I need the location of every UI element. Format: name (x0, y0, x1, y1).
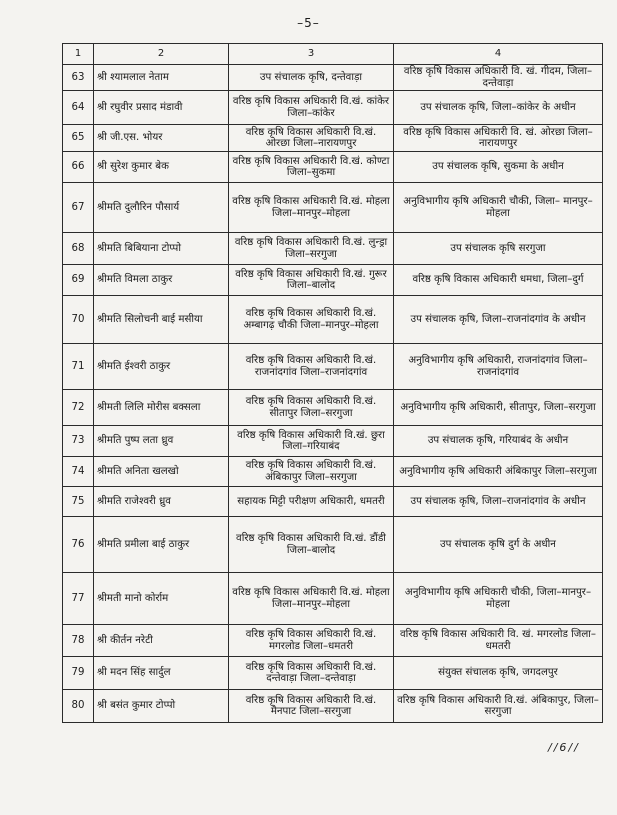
new-posting: अनुविभागीय कृषि अधिकारी, राजनांदगांव जिला–राजनांदगांव (394, 344, 603, 390)
new-posting: अनुविभागीय कृषि अधिकारी चौकी, जिला–मानपुर–मोहला (394, 573, 603, 625)
current-posting: वरिष्ठ कृषि विकास अधिकारी वि.खं. मैनपाट जिला–सरगुजा (229, 690, 394, 723)
serial-number: 78 (63, 625, 94, 657)
officer-name: श्रीमति ईश्वरी ठाकुर (94, 344, 229, 390)
officer-name: श्रीमति सिलोचनी बाई मसीया (94, 296, 229, 344)
new-posting: उप संचालक कृषि, गरियाबंद के अधीन (394, 426, 603, 457)
table-row (63, 91, 603, 125)
new-posting: वरिष्ठ कृषि विकास अधिकारी वि.खं. अंबिकापुर, जिला–सरगुजा (394, 690, 603, 723)
serial-number: 80 (63, 690, 94, 723)
serial-number: 70 (63, 296, 94, 344)
serial-number: 67 (63, 183, 94, 233)
officer-name: श्रीमती मानो कोर्राम (94, 573, 229, 625)
officer-name: श्रीमति पुष्प लता ध्रुव (94, 426, 229, 457)
new-posting: वरिष्ठ कृषि विकास अधिकारी धमधा, जिला–दुर्ग (394, 265, 603, 296)
table-row (63, 426, 603, 457)
current-posting: वरिष्ठ कृषि विकास अधिकारी वि.खं. कोण्टा जिला–सुकमा (229, 152, 394, 183)
serial-number: 68 (63, 233, 94, 265)
table-row (63, 344, 603, 390)
officer-name: श्री रघुवीर प्रसाद मंडावी (94, 91, 229, 125)
officer-name: श्री मदन सिंह सार्दुल (94, 657, 229, 690)
current-posting: वरिष्ठ कृषि विकास अधिकारी वि.खं. अंबिकापुर जिला–सरगुजा (229, 457, 394, 487)
column-header-new-post: 4 (394, 44, 603, 65)
table-row (63, 296, 603, 344)
current-posting: उप संचालक कृषि, दन्तेवाड़ा (229, 65, 394, 91)
serial-number: 66 (63, 152, 94, 183)
current-posting: वरिष्ठ कृषि विकास अधिकारी वि.खं. दन्तेवाड़ा जिला–दन्तेवाड़ा (229, 657, 394, 690)
table-row (63, 487, 603, 517)
officer-name: श्री श्यामलाल नेताम (94, 65, 229, 91)
new-posting: उप संचालक कृषि, सुकमा के अधीन (394, 152, 603, 183)
table-header-row (63, 44, 603, 65)
officer-name: श्रीमति प्रमीला बाई ठाकुर (94, 517, 229, 573)
current-posting: वरिष्ठ कृषि विकास अधिकारी वि.खं. मोहला जिला–मानपुर–मोहला (229, 183, 394, 233)
table-row (63, 125, 603, 152)
officer-name: श्रीमति विमला ठाकुर (94, 265, 229, 296)
table-row (63, 457, 603, 487)
officer-name: श्रीमति दुलौरिन पौसार्य (94, 183, 229, 233)
current-posting: वरिष्ठ कृषि विकास अधिकारी वि.खं. लुन्ड्रा जिला–सरगुजा (229, 233, 394, 265)
officer-name: श्रीमति बिबियाना टोप्पो (94, 233, 229, 265)
serial-number: 74 (63, 457, 94, 487)
officer-name: श्रीमति राजेश्वरी ध्रुव (94, 487, 229, 517)
new-posting: उप संचालक कृषि दुर्ग के अधीन (394, 517, 603, 573)
current-posting: वरिष्ठ कृषि विकास अधिकारी वि.खं. छुरा जिला–गरियाबंद (229, 426, 394, 457)
page-number: –5– (297, 16, 320, 30)
table-row (63, 657, 603, 690)
current-posting: वरिष्ठ कृषि विकास अधिकारी वि.खं. मगरलोड जिला–धमतरी (229, 625, 394, 657)
current-posting: वरिष्ठ कृषि विकास अधिकारी वि.खं. गुरूर जिला–बालोद (229, 265, 394, 296)
table-row (63, 65, 603, 91)
serial-number: 71 (63, 344, 94, 390)
current-posting: वरिष्ठ कृषि विकास अधिकारी वि.खं. राजनांदगांव जिला–राजनांदगांव (229, 344, 394, 390)
new-posting: वरिष्ठ कृषि विकास अधिकारी वि. खं. ओरछा जिला–नारायणपुर (394, 125, 603, 152)
serial-number: 69 (63, 265, 94, 296)
new-posting: अनुविभागीय कृषि अधिकारी, सीतापुर, जिला–सरगुजा (394, 390, 603, 426)
new-posting: वरिष्ठ कृषि विकास अधिकारी वि. खं. गीदम, जिला–दन्तेवाड़ा (394, 65, 603, 91)
table-row (63, 625, 603, 657)
column-header-sno: 1 (63, 44, 94, 65)
table-row (63, 152, 603, 183)
current-posting: वरिष्ठ कृषि विकास अधिकारी वि.खं. मोहला जिला–मानपुर–मोहला (229, 573, 394, 625)
new-posting: उप संचालक कृषि, जिला–राजनांदगांव के अधीन (394, 487, 603, 517)
table-row (63, 573, 603, 625)
table-row (63, 233, 603, 265)
new-posting: वरिष्ठ कृषि विकास अधिकारी वि. खं. मगरलोड जिला–धमतरी (394, 625, 603, 657)
table-row (63, 390, 603, 426)
new-posting: अनुविभागीय कृषि अधिकारी चौकी, जिला– मानपुर–मोहला (394, 183, 603, 233)
serial-number: 76 (63, 517, 94, 573)
table-row (63, 265, 603, 296)
new-posting: अनुविभागीय कृषि अधिकारी अंबिकापुर जिला–सरगुजा (394, 457, 603, 487)
new-posting: संयुक्त संचालक कृषि, जगदलपुर (394, 657, 603, 690)
officer-name: श्री सुरेश कुमार बेक (94, 152, 229, 183)
new-posting: उप संचालक कृषि, जिला–कांकेर के अधीन (394, 91, 603, 125)
current-posting: वरिष्ठ कृषि विकास अधिकारी वि.खं. अम्बागढ़ चौकी जिला–मानपुर–मोहला (229, 296, 394, 344)
serial-number: 63 (63, 65, 94, 91)
officer-name: श्रीमती लिलि मोरीस बक्सला (94, 390, 229, 426)
table-row (63, 517, 603, 573)
table-row (63, 690, 603, 723)
transfer-order-table (62, 43, 603, 723)
serial-number: 79 (63, 657, 94, 690)
officer-name: श्री जी.एस. भोयर (94, 125, 229, 152)
officer-name: श्री बसंत कुमार टोप्पो (94, 690, 229, 723)
new-posting: उप संचालक कृषि सरगुजा (394, 233, 603, 265)
serial-number: 72 (63, 390, 94, 426)
current-posting: वरिष्ठ कृषि विकास अधिकारी वि.खं. सीतापुर जिला–सरगुजा (229, 390, 394, 426)
column-header-name: 2 (94, 44, 229, 65)
officer-name: श्री कीर्तन नरेटी (94, 625, 229, 657)
column-header-current-post: 3 (229, 44, 394, 65)
serial-number: 75 (63, 487, 94, 517)
current-posting: सहायक मिट्टी परीक्षण अधिकारी, धमतरी (229, 487, 394, 517)
current-posting: वरिष्ठ कृषि विकास अधिकारी वि.खं. डौंडी जिला–बालोद (229, 517, 394, 573)
officer-name: श्रीमति अनिता खलखो (94, 457, 229, 487)
table-row (63, 183, 603, 233)
new-posting: उप संचालक कृषि, जिला–राजनांदगांव के अधीन (394, 296, 603, 344)
serial-number: 65 (63, 125, 94, 152)
serial-number: 73 (63, 426, 94, 457)
current-posting: वरिष्ठ कृषि विकास अधिकारी वि.खं. ओरछा जिला–नारायणपुर (229, 125, 394, 152)
current-posting: वरिष्ठ कृषि विकास अधिकारी वि.खं. कांकेर जिला–कांकेर (229, 91, 394, 125)
next-page-mark: //6// (548, 741, 580, 754)
serial-number: 64 (63, 91, 94, 125)
serial-number: 77 (63, 573, 94, 625)
